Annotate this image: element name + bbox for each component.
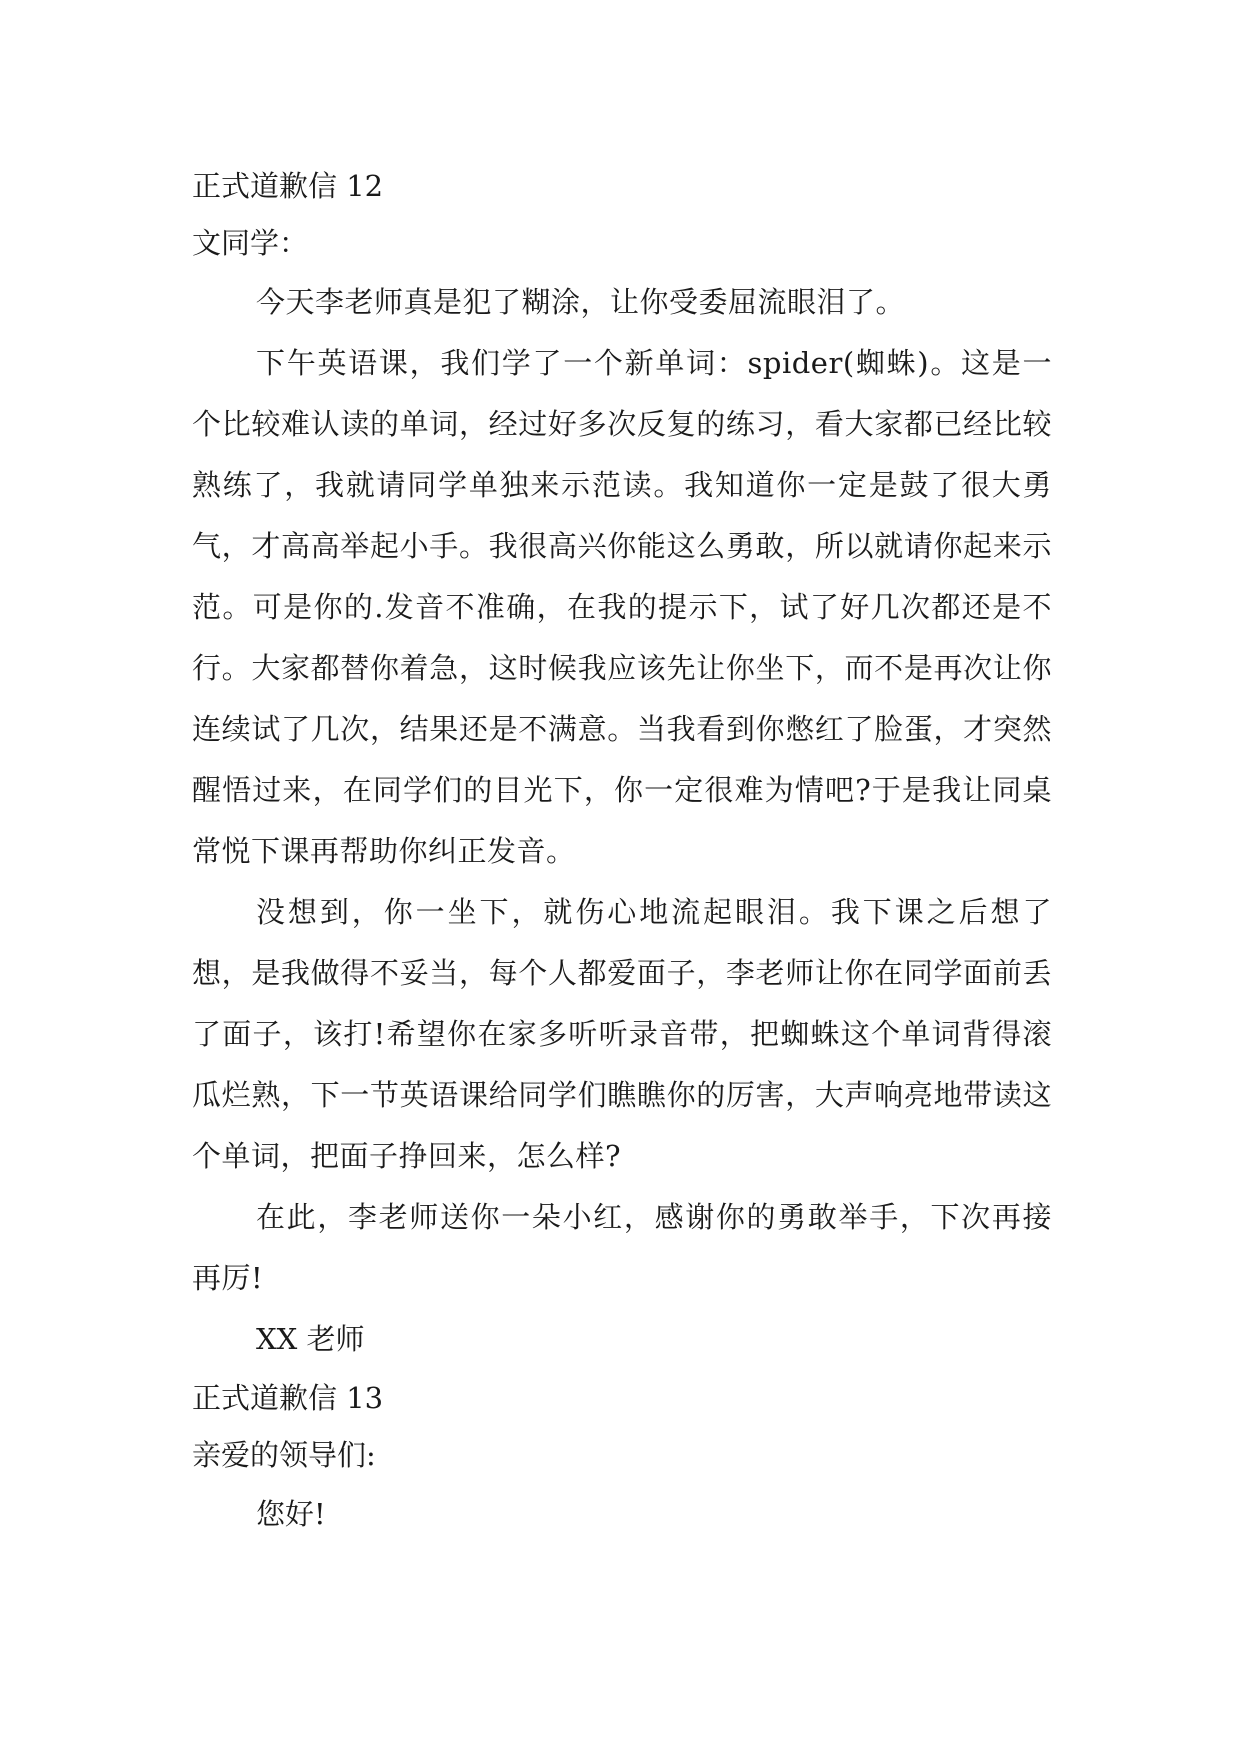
letter-12-paragraph-4: 在此，李老师送你一朵小红，感谢你的勇敢举手，下次再接再厉! <box>192 1200 1052 1295</box>
document-page <box>192 158 1052 1545</box>
letter-12-paragraph-1: 今天李老师真是犯了糊涂，让你受委屈流眼泪了。 <box>256 285 906 319</box>
letter-13-greeting: 您好! <box>256 1497 326 1531</box>
letter-12-signature: XX 老师 <box>256 1322 365 1356</box>
letter-13-salutation: 亲爱的领导们: <box>192 1438 376 1472</box>
letter-12-salutation: 文同学： <box>192 226 309 260</box>
letter-13-heading: 正式道歉信 13 <box>192 1381 384 1415</box>
letter-12-heading: 正式道歉信 12 <box>192 169 384 203</box>
letter-12-paragraph-2: 下午英语课，我们学了一个新单词：spider(蜘蛛)。这是一个比较难认读的单词，经过好多次反复的练习，看大家都已经比较熟练了，我就请同学单独来示范读。我知道你一定是鼓了很大勇气，才高高举起小手。我很高兴你能这么勇敢，所以就请你起来示范。可是你的.发音不准确，在我的提示下，试了好几次都还是不行。大家都替你着急，这时候我应该先让你坐下，而不是再次让你连续试了几次，结果还是不满意。当我看到你憋红了脸蛋，才突然醒悟过来，在同学们的目光下，你一定很难为情吧?于是我让同桌常悦下课再帮助你纠正发音。 <box>192 346 1052 868</box>
letter-12-paragraph-3: 没想到，你一坐下，就伤心地流起眼泪。我下课之后想了想，是我做得不妥当，每个人都爱面子，李老师让你在同学面前丢了面子，该打!希望你在家多听听录音带，把蜘蛛这个单词背得滚瓜烂熟，下一节英语课给同学们瞧瞧你的厉害，大声响亮地带读这个单词，把面子挣回来，怎么样? <box>192 895 1052 1173</box>
